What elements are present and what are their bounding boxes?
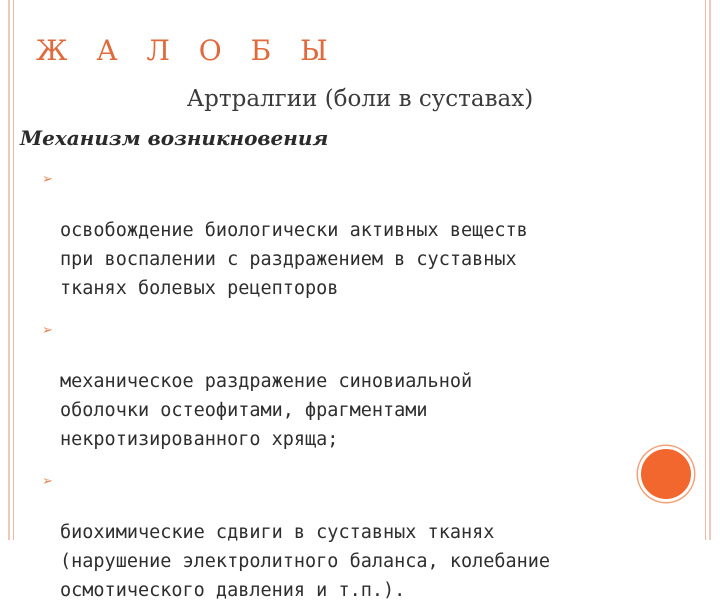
arrow-bullet-icon: ➢ bbox=[42, 172, 53, 187]
arrow-bullet-icon: ➢ bbox=[42, 474, 53, 489]
slide-subtitle: Артралгии (боли в суставах) bbox=[186, 86, 534, 112]
decorative-circle-icon bbox=[638, 446, 694, 502]
bullet-text: освобождение биологически активных веществ при воспалении с раздражением в суставных тканях болевых рецепторов bbox=[60, 220, 528, 299]
bullet-list bbox=[42, 158, 652, 611]
arrow-bullet-icon: ➢ bbox=[42, 323, 53, 338]
section-title: Механизм возникновения bbox=[20, 126, 329, 150]
bullet-text: биохимические сдвиги в суставных тканях (нарушение электролитного баланса, колебание осмотического давления и т.п.). bbox=[60, 522, 551, 601]
bullet-item bbox=[42, 158, 652, 303]
bullet-text: механическое раздражение синовиальной оболочки остеофитами, фрагментами некротизированного хряща; bbox=[60, 371, 473, 450]
bullet-item bbox=[42, 309, 652, 454]
slide-heading: Ж А Л О Б Ы bbox=[36, 34, 338, 67]
bullet-item bbox=[42, 460, 652, 605]
